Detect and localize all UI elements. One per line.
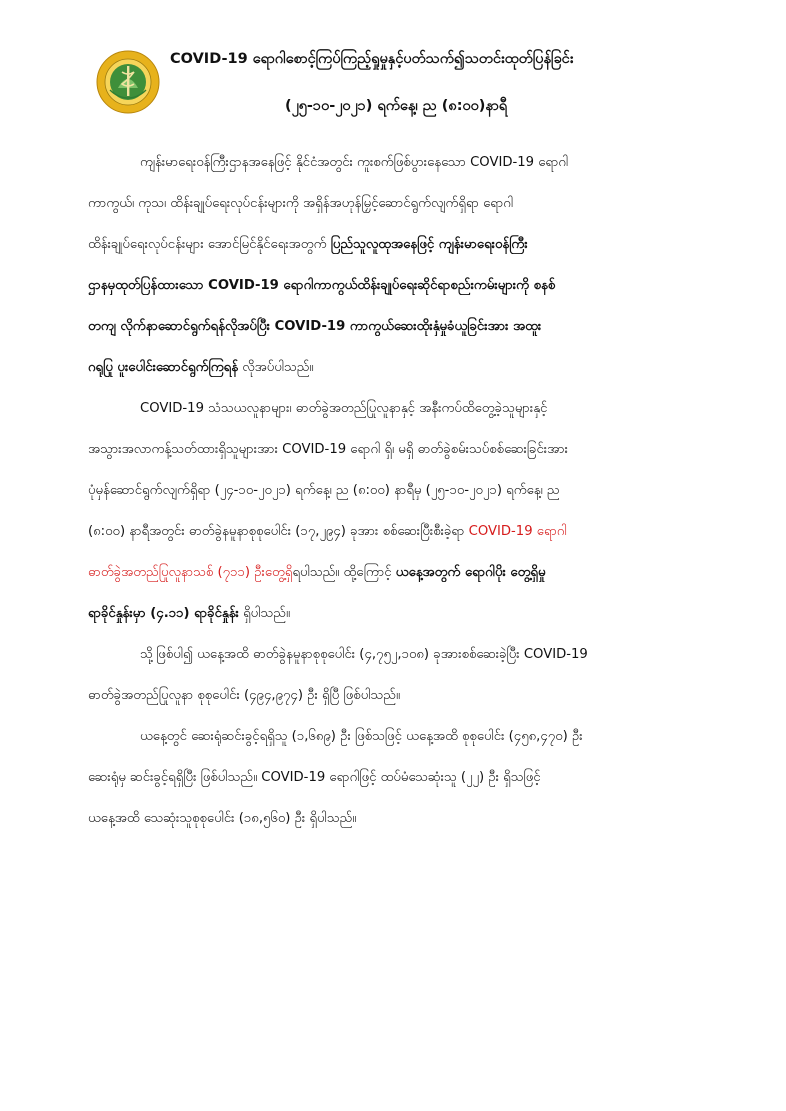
paragraph-4 bbox=[88, 727, 738, 828]
p1-line-3 bbox=[88, 235, 738, 254]
p2-line-6-b: ရှိပါသည်။ bbox=[238, 606, 290, 621]
document-date: (၂၅-၁၀-၂၀၂၁) ရက်နေ့၊ ည (၈:၀၀)နာရီ bbox=[285, 98, 508, 114]
p4-line-3: ယနေ့အထိ သေဆုံးသူစုစုပေါင်း (၁၈,၅၆၀) ဦး ရှိပါသည်။ bbox=[88, 811, 357, 826]
p2-line-2: အသွားအလာကန့်သတ်ထားရှိသူများအား COVID-19 ရောဂါ ရှိ၊ မရှိ ဓာတ်ခွဲစမ်းသပ်စစ်ဆေးခြင်းအား bbox=[88, 442, 569, 457]
p2-line-5-a: ဓာတ်ခွဲအတည်ပြုလူနာသစ် (၇၁၁) ဦးတွေ့ရှိ bbox=[88, 565, 293, 580]
p2-line-4 bbox=[88, 522, 738, 541]
p2-line-5 bbox=[88, 563, 738, 582]
paragraph-3 bbox=[88, 645, 738, 705]
document-title: COVID-19 ရောဂါစောင့်ကြပ်ကြည့်ရှုမှုနှင့်ပတ်သက်၍သတင်းထုတ်ပြန်ခြင်း bbox=[170, 51, 574, 67]
p1-line-6 bbox=[88, 358, 738, 377]
p2-line-3: ပုံမှန်ဆောင်ရွက်လျက်ရှိရာ (၂၄-၁၀-၂၀၂၁) ရက်နေ့၊ ည (၈:၀၀) နာရီမှ (၂၅-၁၀-၂၀၂၁) ရက်နေ့၊ ည bbox=[88, 483, 560, 498]
paragraph-1 bbox=[88, 153, 738, 377]
p2-line-4-b: COVID-19 ရောဂါ bbox=[468, 524, 567, 539]
p2-line-5-b: ရပါသည်။ ထို့ကြောင့် bbox=[292, 565, 396, 580]
p3-line-2: ဓာတ်ခွဲအတည်ပြုလူနာ စုစုပေါင်း (၄၉၄,၉၇၄) ဦး ရှိပြီ ဖြစ်ပါသည်။ bbox=[88, 688, 400, 703]
p1-line-3-b: ပြည်သူလူထုအနေဖြင့် ကျန်းမာရေးဝန်ကြီး bbox=[330, 237, 528, 252]
p1-line-4: ဌာနမှထုတ်ပြန်ထားသော COVID-19 ရောဂါကာကွယ်ထိန်းချုပ်ရေးဆိုင်ရာစည်းကမ်းများကို စနစ် bbox=[88, 278, 556, 293]
p3-line-1: သို့ဖြစ်ပါ၍ ယနေ့အထိ ဓာတ်ခွဲနမူနာစုစုပေါင်း (၄,၇၅၂,၁၀၈) ခုအားစစ်ဆေးခဲ့ပြီး COVID-19 bbox=[140, 647, 588, 662]
p2-line-4-a: (၈:၀၀) နာရီအတွင်း ဓာတ်ခွဲနမူနာစုစုပေါင်း (၁၇,၂၉၄) ခုအား စစ်ဆေးပြီးစီးခဲ့ရာ bbox=[88, 524, 469, 539]
p1-line-1: ကျန်းမာရေးဝန်ကြီးဌာနအနေဖြင့် နိုင်ငံအတွင်း ကူးစက်ဖြစ်ပွားနေသော COVID-19 ရောဂါ bbox=[140, 155, 569, 170]
p2-line-1: COVID-19 သံသယလူနာများ၊ ဓာတ်ခွဲအတည်ပြုလူနာနှင့် အနီးကပ်ထိတွေ့ခဲ့သူများနှင့် bbox=[140, 401, 548, 416]
p2-line-6-a: ရာခိုင်နှုန်းမှာ (၄.၁၁) ရာခိုင်နှုန်း bbox=[88, 606, 239, 621]
p1-line-5: တကျ လိုက်နာဆောင်ရွက်ရန်လိုအပ်ပြီး COVID-19 ကာကွယ်ဆေးထိုးနှံမှုခံယူခြင်းအား အထူး bbox=[88, 319, 542, 334]
ministry-of-health-logo bbox=[96, 50, 160, 114]
p4-line-1: ယနေ့တွင် ဆေးရုံဆင်းခွင့်ရရှိသူ (၁,၆၈၉) ဦး ဖြစ်သဖြင့် ယနေ့အထိ စုစုပေါင်း (၄၅၈,၄၇၀) ဦး bbox=[140, 729, 583, 744]
p2-line-5-c: ယနေ့အတွက် ရောဂါပိုး တွေ့ရှိမှု bbox=[395, 565, 546, 580]
p4-line-2: ဆေးရုံမှ ဆင်းခွင့်ရရှိပြီး ဖြစ်ပါသည်။ COVID-19 ရောဂါဖြင့် ထပ်မံသေဆုံးသူ (၂၂) ဦး ရှိသဖြင့် bbox=[88, 770, 541, 785]
paragraph-2 bbox=[88, 399, 738, 623]
p2-line-6 bbox=[88, 604, 738, 623]
document-body bbox=[88, 150, 738, 850]
p1-line-3-a: ထိန်းချုပ်ရေးလုပ်ငန်းများ အောင်မြင်နိုင်ရေးအတွက် bbox=[88, 237, 331, 252]
p1-line-6-b: လိုအပ်ပါသည်။ bbox=[238, 360, 314, 375]
p1-line-6-a: ဂရုပြု ပူးပေါင်းဆောင်ရွက်ကြရန် bbox=[88, 360, 239, 375]
p1-line-2: ကာကွယ်၊ ကုသ၊ ထိန်းချုပ်ရေးလုပ်ငန်းများကို အရှိန်အဟုန်မြှင့်ဆောင်ရွက်လျက်ရှိရာ ရောဂါ bbox=[88, 196, 514, 211]
